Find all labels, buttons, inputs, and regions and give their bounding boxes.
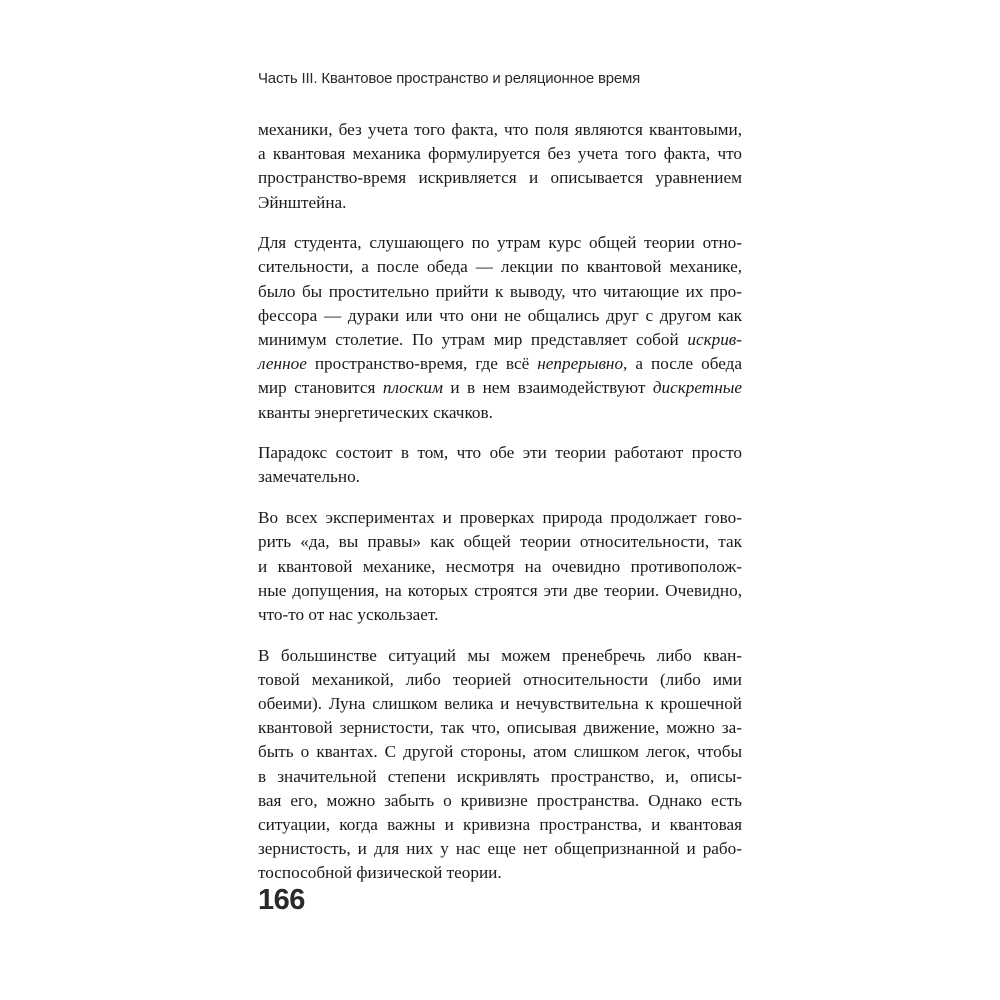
text-line: было бы простительно прийти к выводу, что читающие их про- <box>258 281 742 301</box>
running-head: Часть III. Квантовое пространство и реляционное время <box>258 70 641 87</box>
text-run: , а после обеда <box>623 354 743 374</box>
text-line: Во всех экспериментах и проверках природа продолжает гово- <box>258 508 742 528</box>
text-line: обеими). Луна слишком велика и нечувствительна к крошечной <box>258 693 742 713</box>
text-line: рить «да, вы правы» как общей теории относительности, так <box>258 532 742 552</box>
page-number: 166 <box>258 884 305 916</box>
paragraph-1 <box>258 118 742 215</box>
text-run: минимум столетие. По утрам мир представляет собой <box>258 330 688 349</box>
text-line: зернистость, и для них у нас еще нет общепризнанной и рабо- <box>258 839 742 859</box>
text-line: ситуации, когда важны и кривизна пространства, и квантовая <box>258 814 742 834</box>
text-line: товой механикой, либо теорией относительности (либо ими <box>258 669 742 689</box>
text-line: Для студента, слушающего по утрам курс общей теории отно- <box>258 233 742 253</box>
italic-run: непрерывно <box>537 354 624 374</box>
italic-run: ленное <box>258 354 307 374</box>
text-run: пространство-время, где всё <box>306 354 538 374</box>
text-line: тоспособной физической теории. <box>258 863 502 883</box>
text-line: фессора — дураки или что они не общались друг с другом как <box>258 305 742 325</box>
text-line: В большинстве ситуаций мы можем пренебречь либо кван- <box>258 645 742 665</box>
text-line: Эйнштейна. <box>258 192 347 212</box>
text-line: в значительной степени искривлять пространство, и, описы- <box>258 766 742 786</box>
italic-run: искрив- <box>687 330 742 349</box>
text-line: механики, без учета того факта, что поля являются квантовыми, <box>258 120 742 139</box>
italic-run: плоским <box>382 378 443 398</box>
paragraph-5 <box>258 644 742 886</box>
text-line: что-то от нас ускользает. <box>258 604 439 624</box>
text-line <box>258 376 742 400</box>
text-line: быть о квантах. С другой стороны, атом слишком легок, чтобы <box>258 742 742 762</box>
text-line: Парадокс состоит в том, что обе эти теории работают просто <box>258 443 742 463</box>
text-line: пространство-время искривляется и описывается уравнением <box>258 168 742 188</box>
italic-run: дискретные <box>652 378 742 398</box>
text-line: сительности, а после обеда — лекции по квантовой механике, <box>258 257 742 277</box>
text-line: вая его, можно забыть о кривизне пространства. Однако есть <box>258 790 742 810</box>
text-run: и в нем взаимодействуют <box>443 378 653 398</box>
body-text <box>258 118 742 902</box>
paragraph-3 <box>258 441 742 489</box>
text-line: а квантовая механика формулируется без учета того факта, что <box>258 144 742 164</box>
text-line: квантовой зернистости, так что, описывая движение, можно за- <box>258 718 742 738</box>
text-line <box>258 328 742 352</box>
text-run: мир становится <box>258 378 383 398</box>
text-line <box>258 352 742 376</box>
paragraph-2 <box>258 231 742 425</box>
text-line: замечательно. <box>258 467 360 487</box>
text-line: кванты энергетических скачков. <box>258 402 493 422</box>
paragraph-4 <box>258 506 742 627</box>
text-line: и квантовой механике, несмотря на очевидно противополож- <box>258 556 742 576</box>
text-line: ные допущения, на которых строятся эти две теории. Очевидно, <box>258 580 742 600</box>
